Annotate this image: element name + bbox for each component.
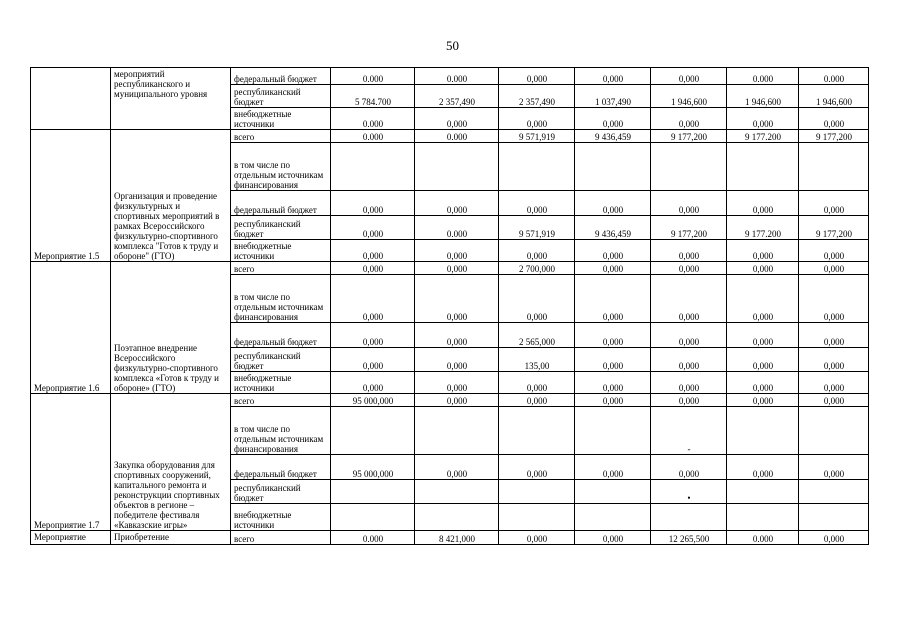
amount-cell: 0,000 <box>575 455 651 480</box>
amount-cell: 2 565,000 <box>499 323 575 348</box>
amount-cell <box>331 504 415 531</box>
amount-cell: 0,000 <box>575 191 651 216</box>
amount-cell: 0,000 <box>727 394 799 407</box>
amount-cell: 0,000 <box>331 323 415 348</box>
amount-cell <box>575 480 651 504</box>
amount-cell: 1 946,600 <box>799 85 869 108</box>
amount-cell <box>499 480 575 504</box>
amount-cell: 0,000 <box>651 262 727 275</box>
amount-cell: 9 177,200 <box>799 216 869 240</box>
amount-cell <box>331 407 415 455</box>
amount-cell: 0,000 <box>799 531 869 545</box>
amount-cell: 0,000 <box>651 394 727 407</box>
amount-cell: 0,000 <box>415 262 499 275</box>
amount-cell: 0,000 <box>499 531 575 545</box>
amount-cell: 0,000 <box>331 216 415 240</box>
amount-cell <box>415 407 499 455</box>
funding-source: в том числе по отдельным источникам финансирования <box>231 275 331 323</box>
amount-cell <box>499 504 575 531</box>
amount-cell: 0,000 <box>727 240 799 262</box>
funding-source: в том числе по отдельным источникам финансирования <box>231 407 331 455</box>
amount-cell <box>499 407 575 455</box>
amount-cell: - <box>651 407 727 455</box>
amount-cell: 0,000 <box>415 372 499 394</box>
funding-source: всего <box>231 262 331 275</box>
measure-code: Мероприятие 1.5 <box>31 130 111 262</box>
measure-name: Организация и проведение физкультурных и спортивных мероприятий в рамках Всероссийского физкультурно-спортивного комплекса "Готов к труду и обороне" (ГТО) <box>111 130 231 262</box>
amount-cell: 95 000,000 <box>331 394 415 407</box>
amount-cell: 0,000 <box>331 191 415 216</box>
amount-cell: 2 357,490 <box>415 85 499 108</box>
amount-cell <box>331 480 415 504</box>
amount-cell: 0,000 <box>727 275 799 323</box>
amount-cell <box>799 504 869 531</box>
measure-name: мероприятий республиканского и муниципального уровня <box>111 68 231 130</box>
amount-cell <box>727 407 799 455</box>
budget-table <box>30 67 869 545</box>
amount-cell <box>331 143 415 191</box>
amount-cell <box>575 407 651 455</box>
amount-cell: 0,000 <box>415 275 499 323</box>
funding-source: федеральный бюджет <box>231 455 331 480</box>
funding-source: республиканский бюджет <box>231 85 331 108</box>
amount-cell: 0,000 <box>727 372 799 394</box>
funding-source: республиканский бюджет <box>231 216 331 240</box>
amount-cell: 0.000 <box>727 531 799 545</box>
amount-cell: 0,000 <box>415 348 499 372</box>
amount-cell: 0.000 <box>331 108 415 130</box>
amount-cell: 0.000 <box>799 68 869 85</box>
funding-source: в том числе по отдельным источникам финансирования <box>231 143 331 191</box>
funding-source: внебюджетные источники <box>231 372 331 394</box>
amount-cell: 0.000 <box>415 68 499 85</box>
amount-cell: 135,00 <box>499 348 575 372</box>
amount-cell <box>799 407 869 455</box>
amount-cell: 0,000 <box>799 240 869 262</box>
amount-cell: 12 265,500 <box>651 531 727 545</box>
amount-cell <box>499 143 575 191</box>
amount-cell: 1 946,600 <box>651 85 727 108</box>
funding-source: внебюджетные источники <box>231 108 331 130</box>
amount-cell: 0,000 <box>727 455 799 480</box>
amount-cell: 0,000 <box>651 68 727 85</box>
funding-source: республиканский бюджет <box>231 480 331 504</box>
measure-code: Мероприятие <box>31 531 111 545</box>
amount-cell: 0,000 <box>499 240 575 262</box>
funding-source: всего <box>231 130 331 143</box>
amount-cell: 0,000 <box>415 191 499 216</box>
amount-cell: 0,000 <box>499 455 575 480</box>
amount-cell: 0,000 <box>331 240 415 262</box>
amount-cell: • <box>651 480 727 504</box>
measure-name: Приобретение <box>111 531 231 545</box>
amount-cell: 9 177,200 <box>799 130 869 143</box>
amount-cell: 8 421,000 <box>415 531 499 545</box>
amount-cell: 95 000,000 <box>331 455 415 480</box>
amount-cell <box>651 143 727 191</box>
amount-cell: 2 357,490 <box>499 85 575 108</box>
funding-source: республиканский бюджет <box>231 348 331 372</box>
amount-cell: 0,000 <box>415 108 499 130</box>
funding-source: федеральный бюджет <box>231 323 331 348</box>
amount-cell: 0.000 <box>415 130 499 143</box>
amount-cell: 9 436,459 <box>575 130 651 143</box>
amount-cell: 0,000 <box>331 372 415 394</box>
amount-cell: 9 436,459 <box>575 216 651 240</box>
amount-cell: 9 177.200 <box>727 130 799 143</box>
amount-cell: 0,000 <box>415 394 499 407</box>
amount-cell: 1 946,600 <box>727 85 799 108</box>
measure-code: Мероприятие 1.7 <box>31 394 111 531</box>
amount-cell: 0,000 <box>499 394 575 407</box>
amount-cell: 5 784.700 <box>331 85 415 108</box>
amount-cell: 0,000 <box>799 455 869 480</box>
amount-cell: 0,000 <box>575 348 651 372</box>
amount-cell: 0,000 <box>799 394 869 407</box>
amount-cell: 0,000 <box>499 275 575 323</box>
amount-cell: 0,000 <box>575 275 651 323</box>
amount-cell: 0,000 <box>727 108 799 130</box>
measure-name: Закупка оборудования для спортивных сооружений, капитального ремонта и реконструкции спортивных объектов в регионе – победителе фестиваля «Кавказские игры» <box>111 394 231 531</box>
amount-cell: 1 037,490 <box>575 85 651 108</box>
amount-cell: 0,000 <box>727 191 799 216</box>
measure-code <box>31 68 111 130</box>
amount-cell: 0,000 <box>799 323 869 348</box>
amount-cell: 0,000 <box>727 323 799 348</box>
table-row <box>31 394 869 407</box>
amount-cell: 0,000 <box>575 323 651 348</box>
funding-source: всего <box>231 531 331 545</box>
amount-cell: 2 700,000 <box>499 262 575 275</box>
measure-name: Поэтапное внедрение Всероссийского физкультурно-спортивного комплекса «Готов к труду и обороне» (ГТО) <box>111 262 231 394</box>
amount-cell: 0.000 <box>331 130 415 143</box>
amount-cell <box>575 504 651 531</box>
funding-source: внебюджетные источники <box>231 240 331 262</box>
amount-cell: 0,000 <box>651 240 727 262</box>
amount-cell: 0,000 <box>331 275 415 323</box>
amount-cell <box>727 480 799 504</box>
amount-cell <box>415 143 499 191</box>
amount-cell: 0,000 <box>415 240 499 262</box>
amount-cell: 9 177.200 <box>727 216 799 240</box>
amount-cell: 0,000 <box>799 262 869 275</box>
amount-cell: 0,000 <box>651 275 727 323</box>
amount-cell: 0.000 <box>331 68 415 85</box>
amount-cell: 0,000 <box>575 240 651 262</box>
measure-code: Мероприятие 1.6 <box>31 262 111 394</box>
amount-cell: 0,000 <box>499 372 575 394</box>
funding-source: федеральный бюджет <box>231 68 331 85</box>
amount-cell: 0,000 <box>651 348 727 372</box>
funding-source: федеральный бюджет <box>231 191 331 216</box>
amount-cell: 0,000 <box>499 108 575 130</box>
amount-cell: 9 571,919 <box>499 216 575 240</box>
amount-cell <box>727 143 799 191</box>
amount-cell: 0,000 <box>727 262 799 275</box>
table-row <box>31 531 869 545</box>
amount-cell <box>415 480 499 504</box>
table-row <box>31 262 869 275</box>
amount-cell <box>727 504 799 531</box>
amount-cell: 0,000 <box>575 394 651 407</box>
table-row <box>31 68 869 85</box>
amount-cell: 0.000 <box>331 531 415 545</box>
amount-cell: 0,000 <box>331 348 415 372</box>
amount-cell: 0,000 <box>651 372 727 394</box>
amount-cell: 0,000 <box>415 323 499 348</box>
amount-cell: 0,000 <box>575 68 651 85</box>
amount-cell: 0,000 <box>651 191 727 216</box>
amount-cell: 9 177,200 <box>651 216 727 240</box>
funding-source: внебюджетные источники <box>231 504 331 531</box>
amount-cell <box>799 480 869 504</box>
funding-source: всего <box>231 394 331 407</box>
amount-cell: 9 177,200 <box>651 130 727 143</box>
amount-cell: 0,000 <box>799 108 869 130</box>
amount-cell: 0,000 <box>799 372 869 394</box>
amount-cell: 0,000 <box>651 323 727 348</box>
amount-cell: 0,000 <box>799 275 869 323</box>
amount-cell <box>651 504 727 531</box>
amount-cell: 0,000 <box>575 108 651 130</box>
amount-cell: 0.000 <box>727 68 799 85</box>
amount-cell: 0,000 <box>415 455 499 480</box>
amount-cell: 0,000 <box>799 191 869 216</box>
amount-cell: 0,000 <box>799 348 869 372</box>
amount-cell <box>799 143 869 191</box>
amount-cell: 0.000 <box>415 216 499 240</box>
amount-cell: 0,000 <box>575 531 651 545</box>
table-row <box>31 130 869 143</box>
amount-cell: 0,000 <box>499 191 575 216</box>
amount-cell: 0,000 <box>499 68 575 85</box>
amount-cell: 9 571,919 <box>499 130 575 143</box>
page-number: 50 <box>446 38 459 53</box>
amount-cell <box>575 143 651 191</box>
amount-cell <box>415 504 499 531</box>
amount-cell: 0,000 <box>575 262 651 275</box>
amount-cell: 0,000 <box>651 108 727 130</box>
amount-cell: 0,000 <box>727 348 799 372</box>
amount-cell: 0,000 <box>651 455 727 480</box>
amount-cell: 0,000 <box>575 372 651 394</box>
amount-cell: 0,000 <box>331 262 415 275</box>
